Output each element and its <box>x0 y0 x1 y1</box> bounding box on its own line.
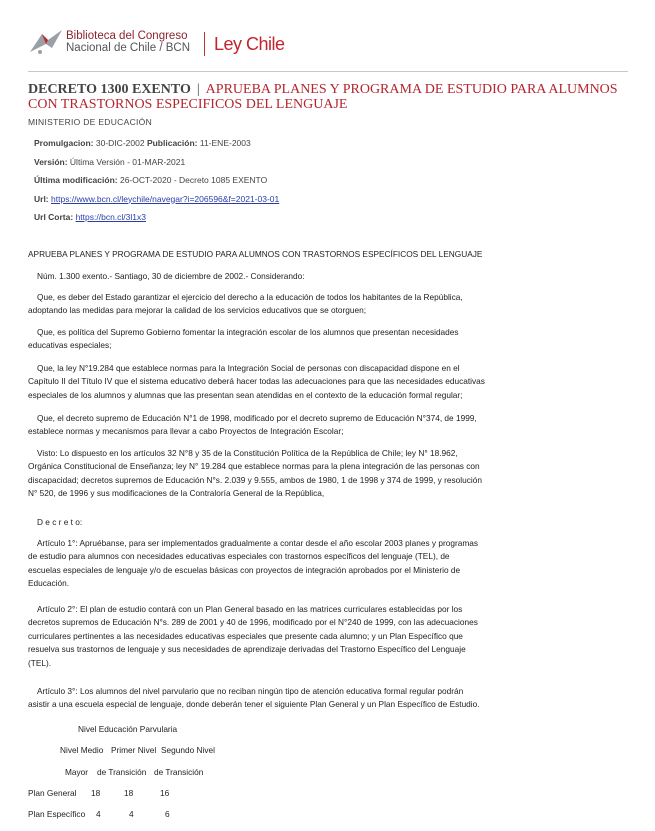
paragraph-1 <box>28 270 548 283</box>
table-cell: 4 <box>96 809 101 819</box>
p10-line1: Artículo 3°: Los alumnos del nivel parvulario que no reciban ningún tipo de atención educativa formal regular podrán <box>37 686 464 696</box>
p9-line5: (TEL). <box>28 657 52 668</box>
promulgacion-value: 30-DIC-2002 <box>95 138 145 148</box>
table-header-primer-nivel: Primer Nivel <box>111 745 157 755</box>
ley-chile-brand[interactable]: Ley Chile <box>214 34 285 54</box>
table-header-segundo-nivel: Segundo Nivel <box>161 745 215 755</box>
paragraph-2 <box>28 291 548 318</box>
bcn-logo-icon[interactable] <box>28 26 64 58</box>
decree-number: DECRETO 1300 EXENTO <box>28 82 191 97</box>
p6-line1: Visto: Lo dispuesto en los artículos 32 N°8 y 35 de la Constitución Política de la República de Chile; ley N° 18.962, <box>37 448 458 458</box>
table-header-1: Nivel Educación Parvularia <box>78 724 178 734</box>
modificacion-label: Última modificación: <box>34 175 118 185</box>
table-header-transicion-2: de Transición <box>154 767 204 777</box>
paragraph-4 <box>28 362 548 402</box>
p7-text: D e c r e t o: <box>37 517 83 527</box>
table-header-mayor: Mayor <box>65 767 89 777</box>
url-link[interactable]: https://www.bcn.cl/leychile/navegar?i=206596&f=2021-03-01 <box>51 193 280 204</box>
paragraph-3 <box>28 326 548 353</box>
p4-line3: especiales de los alumnos y alumnas que las presentan sean atendidas en el contexto de la educación formal regular; <box>28 389 463 400</box>
meta-row-modificacion <box>34 175 279 194</box>
table-row-label: Plan Específico <box>28 809 86 819</box>
publicacion-label: Publicación: <box>146 138 198 148</box>
p4-line2: Capítulo II del Título IV que el sistema educativo deberá hacer todas las adecuaciones para que las necesidades educativas <box>28 376 485 387</box>
url-corta-link[interactable]: https://bcn.cl/3l1x3 <box>75 212 146 222</box>
p2-line2: adoptando las medidas para mejorar la calidad de los servicios educativos que se otorguen; <box>28 305 367 316</box>
table-cell: 18 <box>124 788 134 798</box>
version-value: Última Versión - 01-MAR-2021 <box>69 156 186 167</box>
publicacion-value: 11-ENE-2003 <box>199 138 251 148</box>
p8-line4: Educación. <box>28 578 70 589</box>
p6-line4: N° 520, de 1996 y sus modificaciones de la Contraloría General de la República, <box>28 488 325 499</box>
paragraph-8 <box>28 537 548 591</box>
table-cell: 16 <box>160 788 170 798</box>
meta-row-url <box>34 194 279 213</box>
table-header-transicion-1: de Transición <box>97 767 147 777</box>
url-label: Url: <box>34 193 49 204</box>
p9-line2: decretos supremos de Educación N°s. 289 de 2001 y 40 de 1996, modificado por el N°240 de 1999, con las adecuaciones <box>28 617 478 628</box>
p8-line2: de estudio para alumnos con necesidades educativas especiales con trastornos específicos del lenguaje (TEL), de <box>28 551 450 562</box>
metadata-block <box>34 138 279 231</box>
p8-line1: Artículo 1°: Apruébanse, para ser implementados gradualmente a contar desde el año escolar 2003 planes y programas <box>37 538 479 548</box>
p9-line4: resuelva sus trastornos de lenguaje y sus necesidades de aprendizaje derivadas del Trastorno Específico del Lenguaje <box>28 644 466 655</box>
bcn-logo-text[interactable] <box>66 30 190 54</box>
paragraph-6 <box>28 447 548 501</box>
modificacion-value: 26-OCT-2020 - Decreto 1085 EXENTO <box>119 175 268 185</box>
header-rule <box>28 71 628 72</box>
p9-line3: curriculares pertinentes a las necesidades educativas especiales que presente cada alumno; y un Plan Específico que <box>28 630 463 641</box>
meta-row-version <box>34 157 279 176</box>
decree-title: APRUEBA PLANES Y PROGRAMA DE ESTUDIO PARA ALUMNOS CON TRASTORNOS ESPECIFICOS DEL LENGUAJE <box>28 82 618 112</box>
page-title <box>28 82 628 112</box>
p10-line2: asistir a una escuela especial de lenguaje, donde deberán tener el siguiente Plan General y un Plan Específico de Estudio. <box>28 699 480 710</box>
table-cell: 4 <box>129 809 134 819</box>
version-label: Versión: <box>34 156 68 167</box>
meta-row-dates <box>34 138 279 157</box>
table-header-nivel-medio: Nivel Medio <box>60 745 104 755</box>
table-cell: 18 <box>91 788 101 798</box>
promulgacion-label: Promulgacion: <box>34 138 94 148</box>
p8-line3: escuelas especiales de lenguaje y/o de escuelas básicas con proyectos de integración aprobados por el Ministerio de <box>28 564 461 575</box>
body-heading: APRUEBA PLANES Y PROGRAMA DE ESTUDIO PARA ALUMNOS CON TRASTORNOS ESPECÍFICOS DEL LENGUAJE <box>28 249 483 259</box>
p2-line1: Que, es deber del Estado garantizar el ejercicio del derecho a la educación de todos los habitantes de la República, <box>37 292 463 302</box>
p1-text: Núm. 1.300 exento.- Santiago, 30 de diciembre de 2002.- Considerando: <box>37 271 305 281</box>
p3-line1: Que, es política del Supremo Gobierno fomentar la integración escolar de los alumnos que presentan necesidades <box>37 327 459 337</box>
p6-line3: discapacidad; decretos supremos de Educación N°s. 2.039 y 9.555, ambos de 1980, 1 de 1998 y 374 de 1999, y resolución <box>28 474 482 485</box>
meta-row-url-corta <box>34 212 279 231</box>
p9-line1: Artículo 2°: El plan de estudio contará con un Plan General basado en las matrices curriculares establecidas por los <box>37 604 463 614</box>
p5-line2: establece normas y mecanismos para llevar a cabo Proyectos de Integración Escolar; <box>28 426 344 437</box>
paragraph-9 <box>28 603 548 670</box>
url-corta-label: Url Corta: <box>34 212 74 222</box>
p5-line1: Que, el decreto supremo de Educación N°1 de 1998, modificado por el decreto supremo de Educación N°374, de 1999, <box>37 413 477 423</box>
table-row-label: Plan General <box>28 788 77 798</box>
site-header <box>28 22 628 62</box>
logo-line1: Biblioteca del Congreso <box>66 30 188 42</box>
p3-line2: educativas especiales; <box>28 340 112 351</box>
table-cell: 6 <box>165 809 170 819</box>
paragraph-10 <box>28 685 548 712</box>
header-divider <box>204 32 205 56</box>
ministry-name: MINISTERIO DE EDUCACIÓN <box>28 117 153 127</box>
title-separator: | <box>196 82 200 97</box>
p6-line2: Orgánica Constitucional de Enseñanza; ley N° 19.284 que establece normas para la plena integración de las personas con <box>28 461 480 472</box>
logo-line2: Nacional de Chile / BCN <box>66 42 191 54</box>
p4-line1: Que, la ley N°19.284 que establece normas para la Integración Social de personas con discapacidad dispone en el <box>37 363 460 373</box>
paragraph-7 <box>28 516 548 529</box>
paragraph-5 <box>28 412 548 439</box>
